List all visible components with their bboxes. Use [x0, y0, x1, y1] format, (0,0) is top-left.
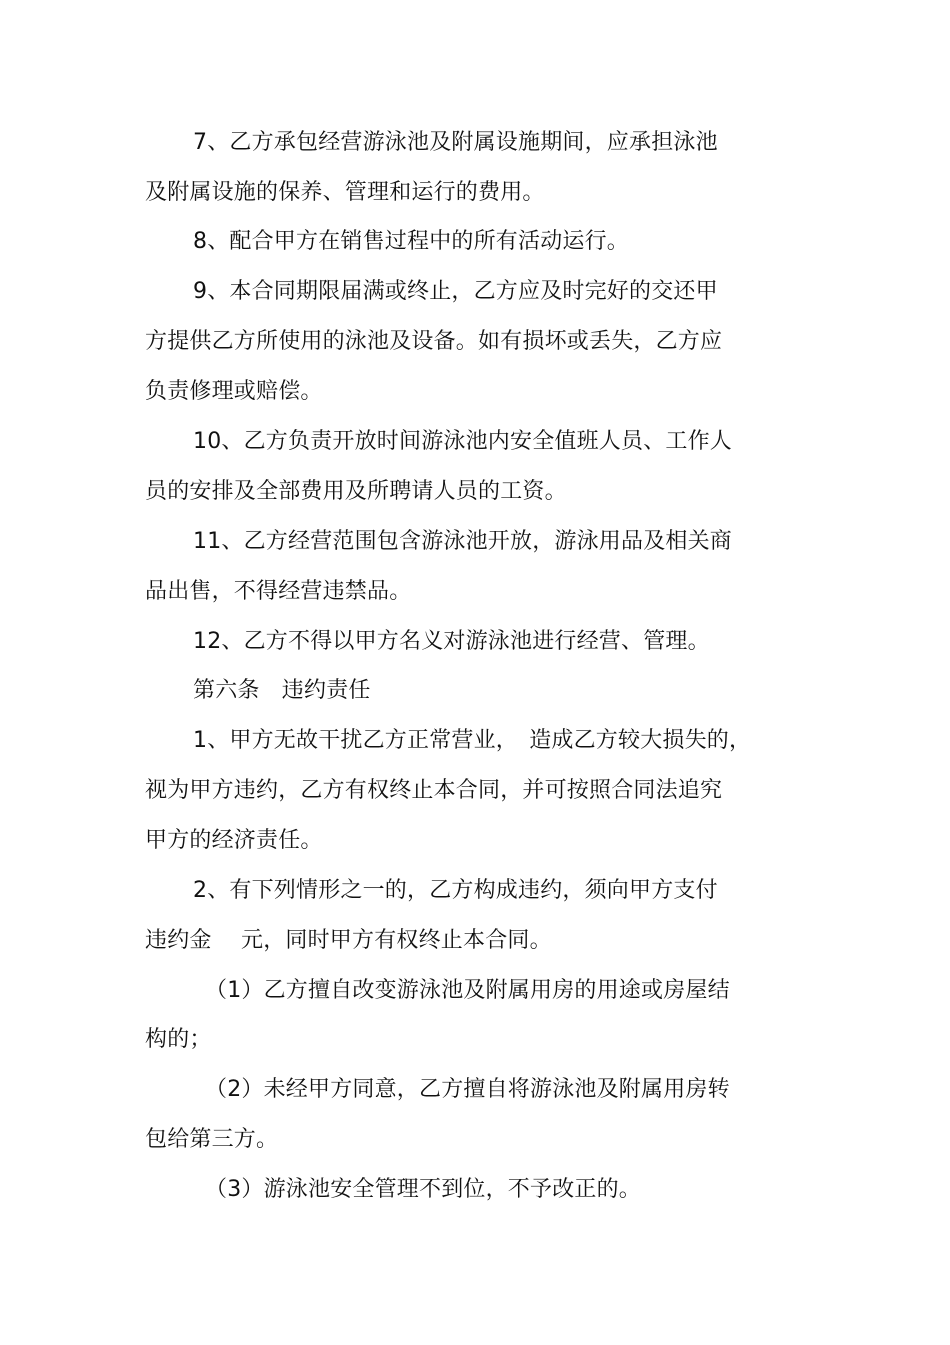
text-line-18: （1）乙方擅自改变游泳池及附属用房的用途或房屋结: [205, 978, 730, 1003]
text-line-2: 及附属设施的保养、管理和运行的费用。: [145, 180, 545, 205]
text-line-22: （3）游泳池安全管理不到位，不予改正的。: [205, 1177, 641, 1202]
section-heading: 第六条 违约责任: [193, 678, 371, 703]
text-line-6: 负责修理或赔偿。: [145, 379, 323, 404]
text-line-3: 8、配合甲方在销售过程中的所有活动运行。: [193, 229, 629, 254]
text-line-10: 品出售，不得经营违禁品。: [145, 579, 412, 604]
text-line-1: 7、乙方承包经营游泳池及附属设施期间，应承担泳池: [193, 130, 718, 155]
text-line-13: 1、甲方无故干扰乙方正常营业， 造成乙方较大损失的，: [193, 728, 752, 753]
text-line-4: 9、本合同期限届满或终止，乙方应及时完好的交还甲: [193, 279, 718, 304]
text-line-21: 包给第三方。: [145, 1127, 279, 1152]
text-line-5: 方提供乙方所使用的泳池及设备。如有损坏或丢失，乙方应: [145, 329, 723, 354]
text-line-11: 12、乙方不得以甲方名义对游泳池进行经营、管理。: [193, 629, 710, 654]
text-line-9: 11、乙方经营范围包含游泳池开放，游泳用品及相关商: [193, 529, 732, 554]
text-line-14: 视为甲方违约，乙方有权终止本合同，并可按照合同法追究: [145, 778, 723, 803]
text-line-8: 员的安排及全部费用及所聘请人员的工资。: [145, 479, 567, 504]
text-line-15: 甲方的经济责任。: [145, 828, 323, 853]
text-line-7: 10、乙方负责开放时间游泳池内安全值班人员、工作人: [193, 429, 732, 454]
text-line-20: （2）未经甲方同意，乙方擅自将游泳池及附属用房转: [205, 1077, 730, 1102]
text-line-16: 2、有下列情形之一的，乙方构成违约，须向甲方支付: [193, 878, 718, 903]
text-line-17: 违约金 元，同时甲方有权终止本合同。: [145, 928, 552, 953]
text-line-19: 构的；: [145, 1027, 212, 1052]
